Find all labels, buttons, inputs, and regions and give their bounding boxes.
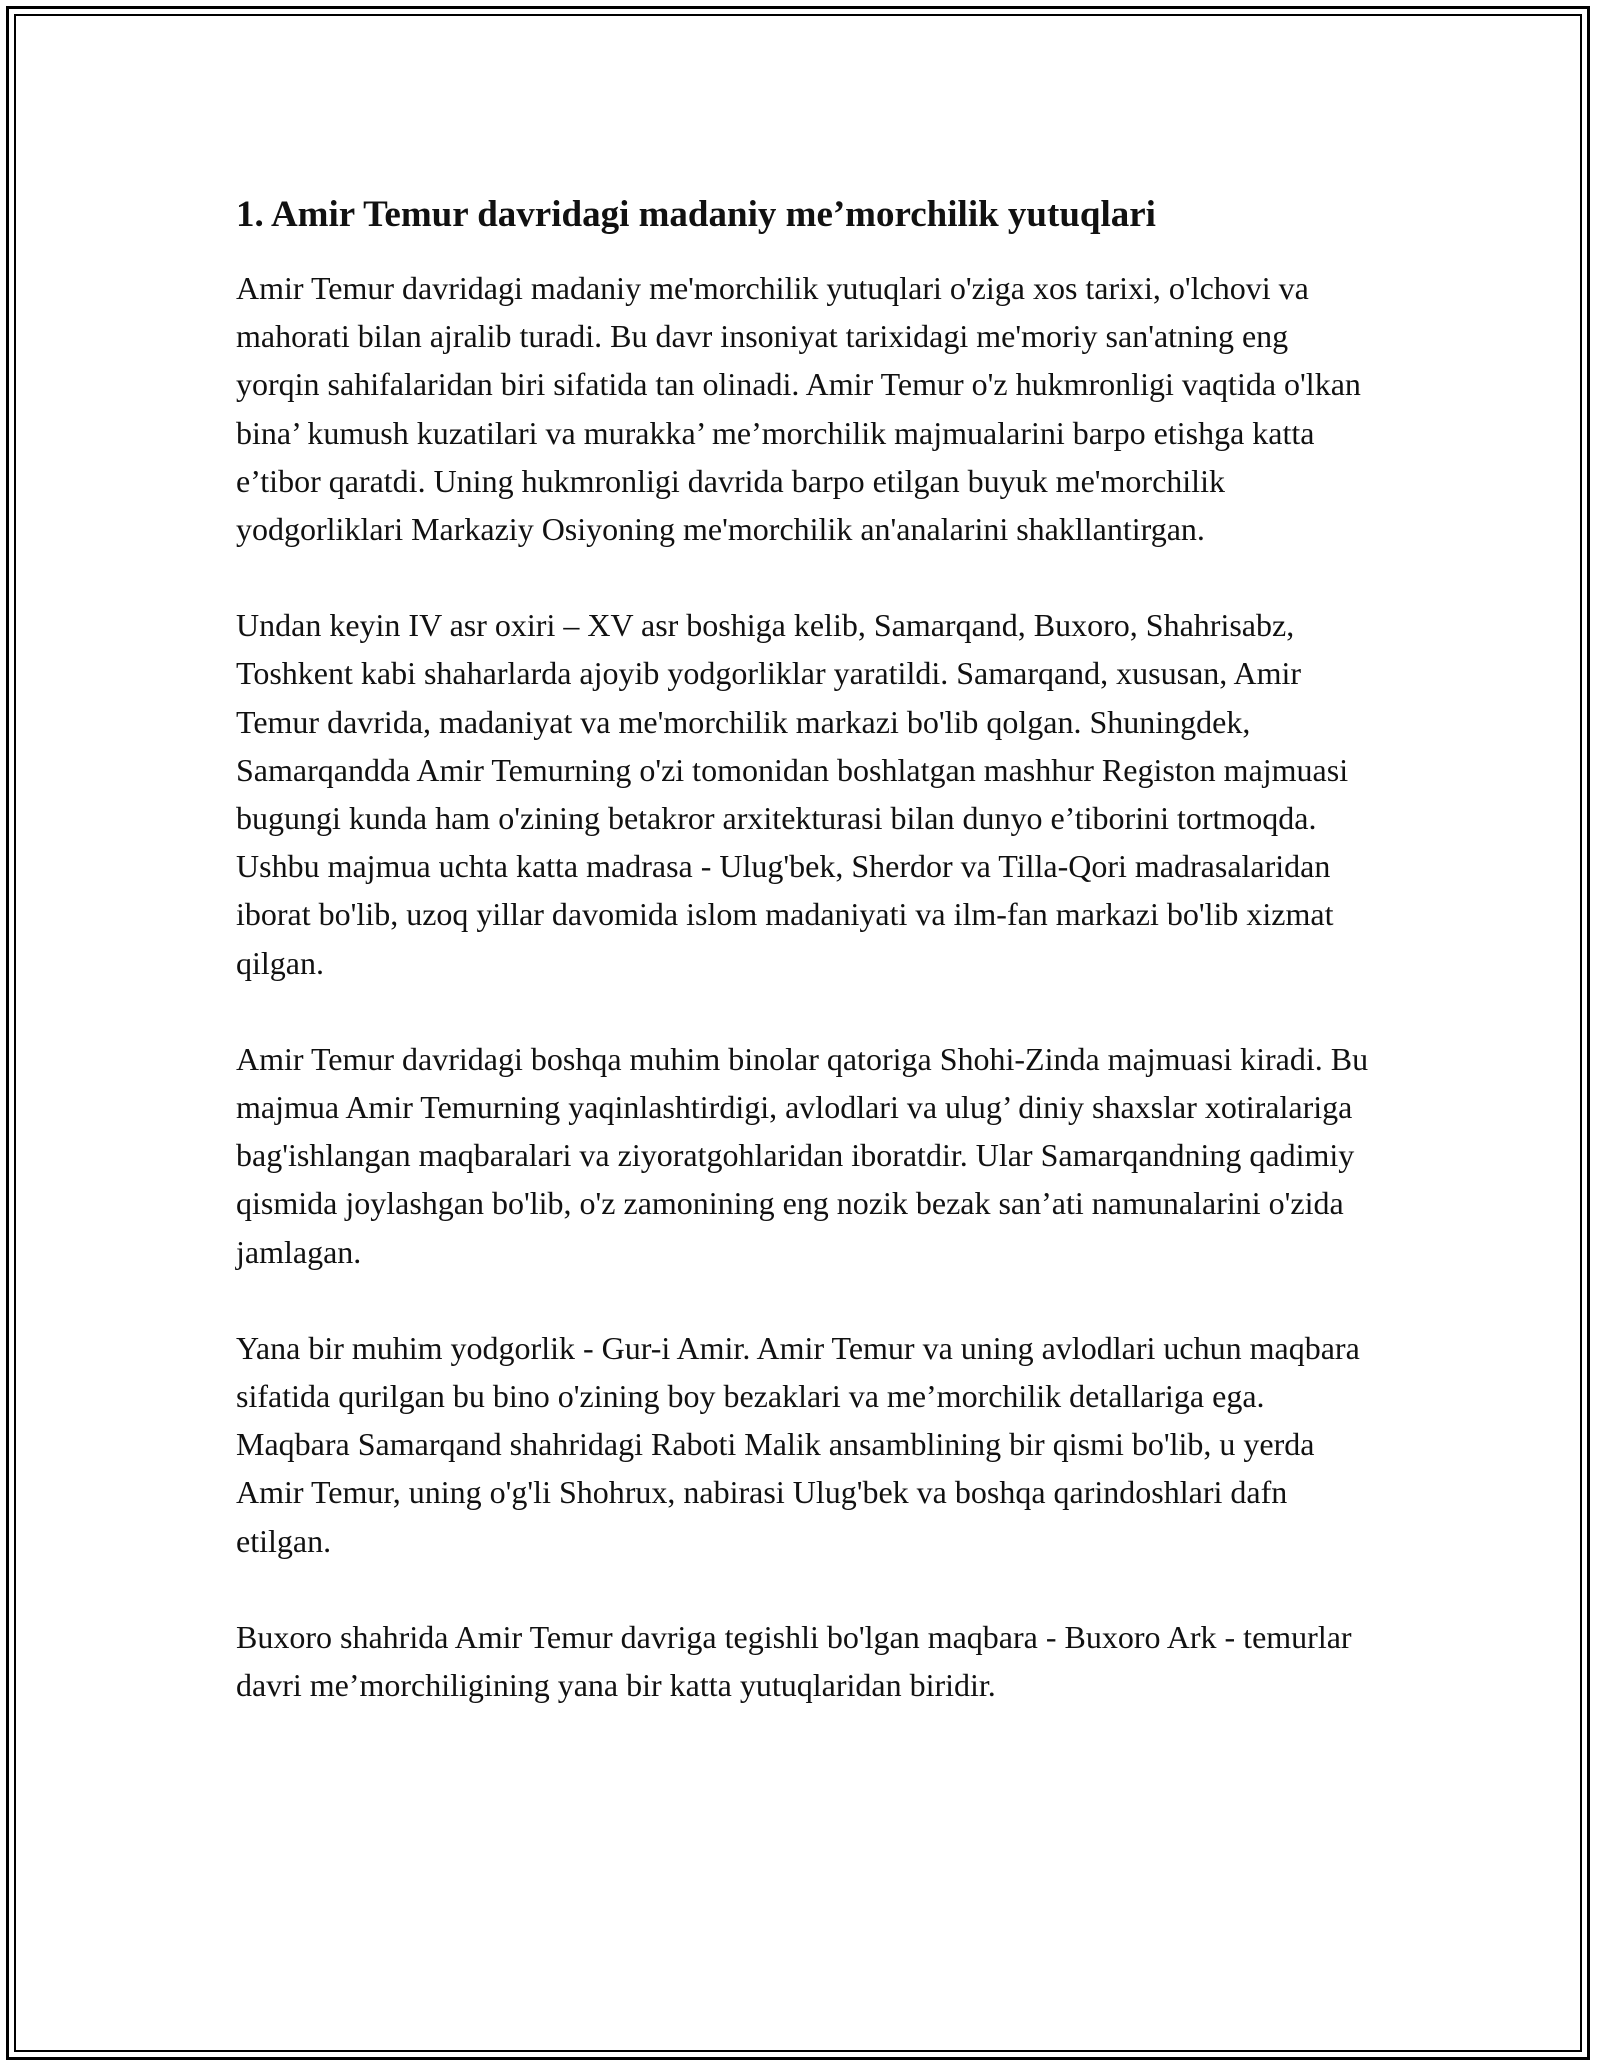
paragraph-2: Undan keyin IV asr oxiri – XV asr boshiga kelib, Samarqand, Buxoro, Shahrisabz, Toshkent kabi shaharlarda ajoyib yodgorliklar yaratildi. Samarqand, xususan, Amir Temur davrida, madaniyat va me'morchilik markazi bo'lib qolgan. Shuningdek, Samarqandda Amir Temurning o'zi tomonidan boshlatgan mashhur Registon majmuasi bugungi kunda ham o'zining betakror arxitekturasi bilan dunyo e’tiborini tortmoqda. Ushbu majmua uchta katta madrasa - Ulug'bek, Sherdor va Tilla-Qori madrasalaridan iborat bo'lib, uzoq yillar davomida islom madaniyati va ilm-fan markazi bo'lib xizmat qilgan. [236,607,1349,981]
paragraph-4: Yana bir muhim yodgorlik - Gur-i Amir. Amir Temur va uning avlodlari uchun maqbara sifatida qurilgan bu bino o'zining boy bezaklari va me’morchilik detallariga ega. Maqbara Samarqand shahridagi Raboti Malik ansamblining bir qismi bo'lib, u yerda Amir Temur, uning o'g'li Shohrux, nabirasi Ulug'bek va boshqa qarindoshlari dafn etilgan. [236,1329,1360,1559]
paragraph-1: Amir Temur davridagi madaniy me'morchilik yutuqlari o'ziga xos tarixi, o'lchovi va mahorati bilan ajralib turadi. Bu davr insoniyat tarixidagi me'moriy san'atning eng yorqin sahifalaridan biri sifatida tan olinadi. Amir Temur o'z hukmronligi vaqtida o'lkan bina’ kumush kuzatilari va murakka’ me’morchilik majmualarini barpo etishga katta e’tibor qaratdi. Uning hukmronligi davrida barpo etilgan buyuk me'morchilik yodgorliklari Markaziy Osiyoning me'morchilik an'analarini shakllantirgan. [236,270,1361,548]
document-body [236,188,1376,1757]
section-heading: 1. Amir Temur davridagi madaniy me’morchilik yutuqlari [236,194,1156,235]
paragraph-3: Amir Temur davridagi boshqa muhim binolar qatoriga Shohi-Zinda majmuasi kiradi. Bu majmua Amir Temurning yaqinlashtirdigi, avlodlari va ulug’ diniy shaxslar xotiralariga bag'ishlangan maqbaralari va ziyoratgohlaridan iboratdir. Ular Samarqandning qadimiy qismida joylashgan bo'lib, o'z zamonining eng nozik bezak san’ati namunalarini o'zida jamlagan. [236,1040,1369,1270]
paragraph-5: Buxoro shahrida Amir Temur davriga tegishli bo'lgan maqbara - Buxoro Ark - temurlar davri me’morchiligining yana bir katta yutuqlaridan biridir. [236,1618,1352,1704]
